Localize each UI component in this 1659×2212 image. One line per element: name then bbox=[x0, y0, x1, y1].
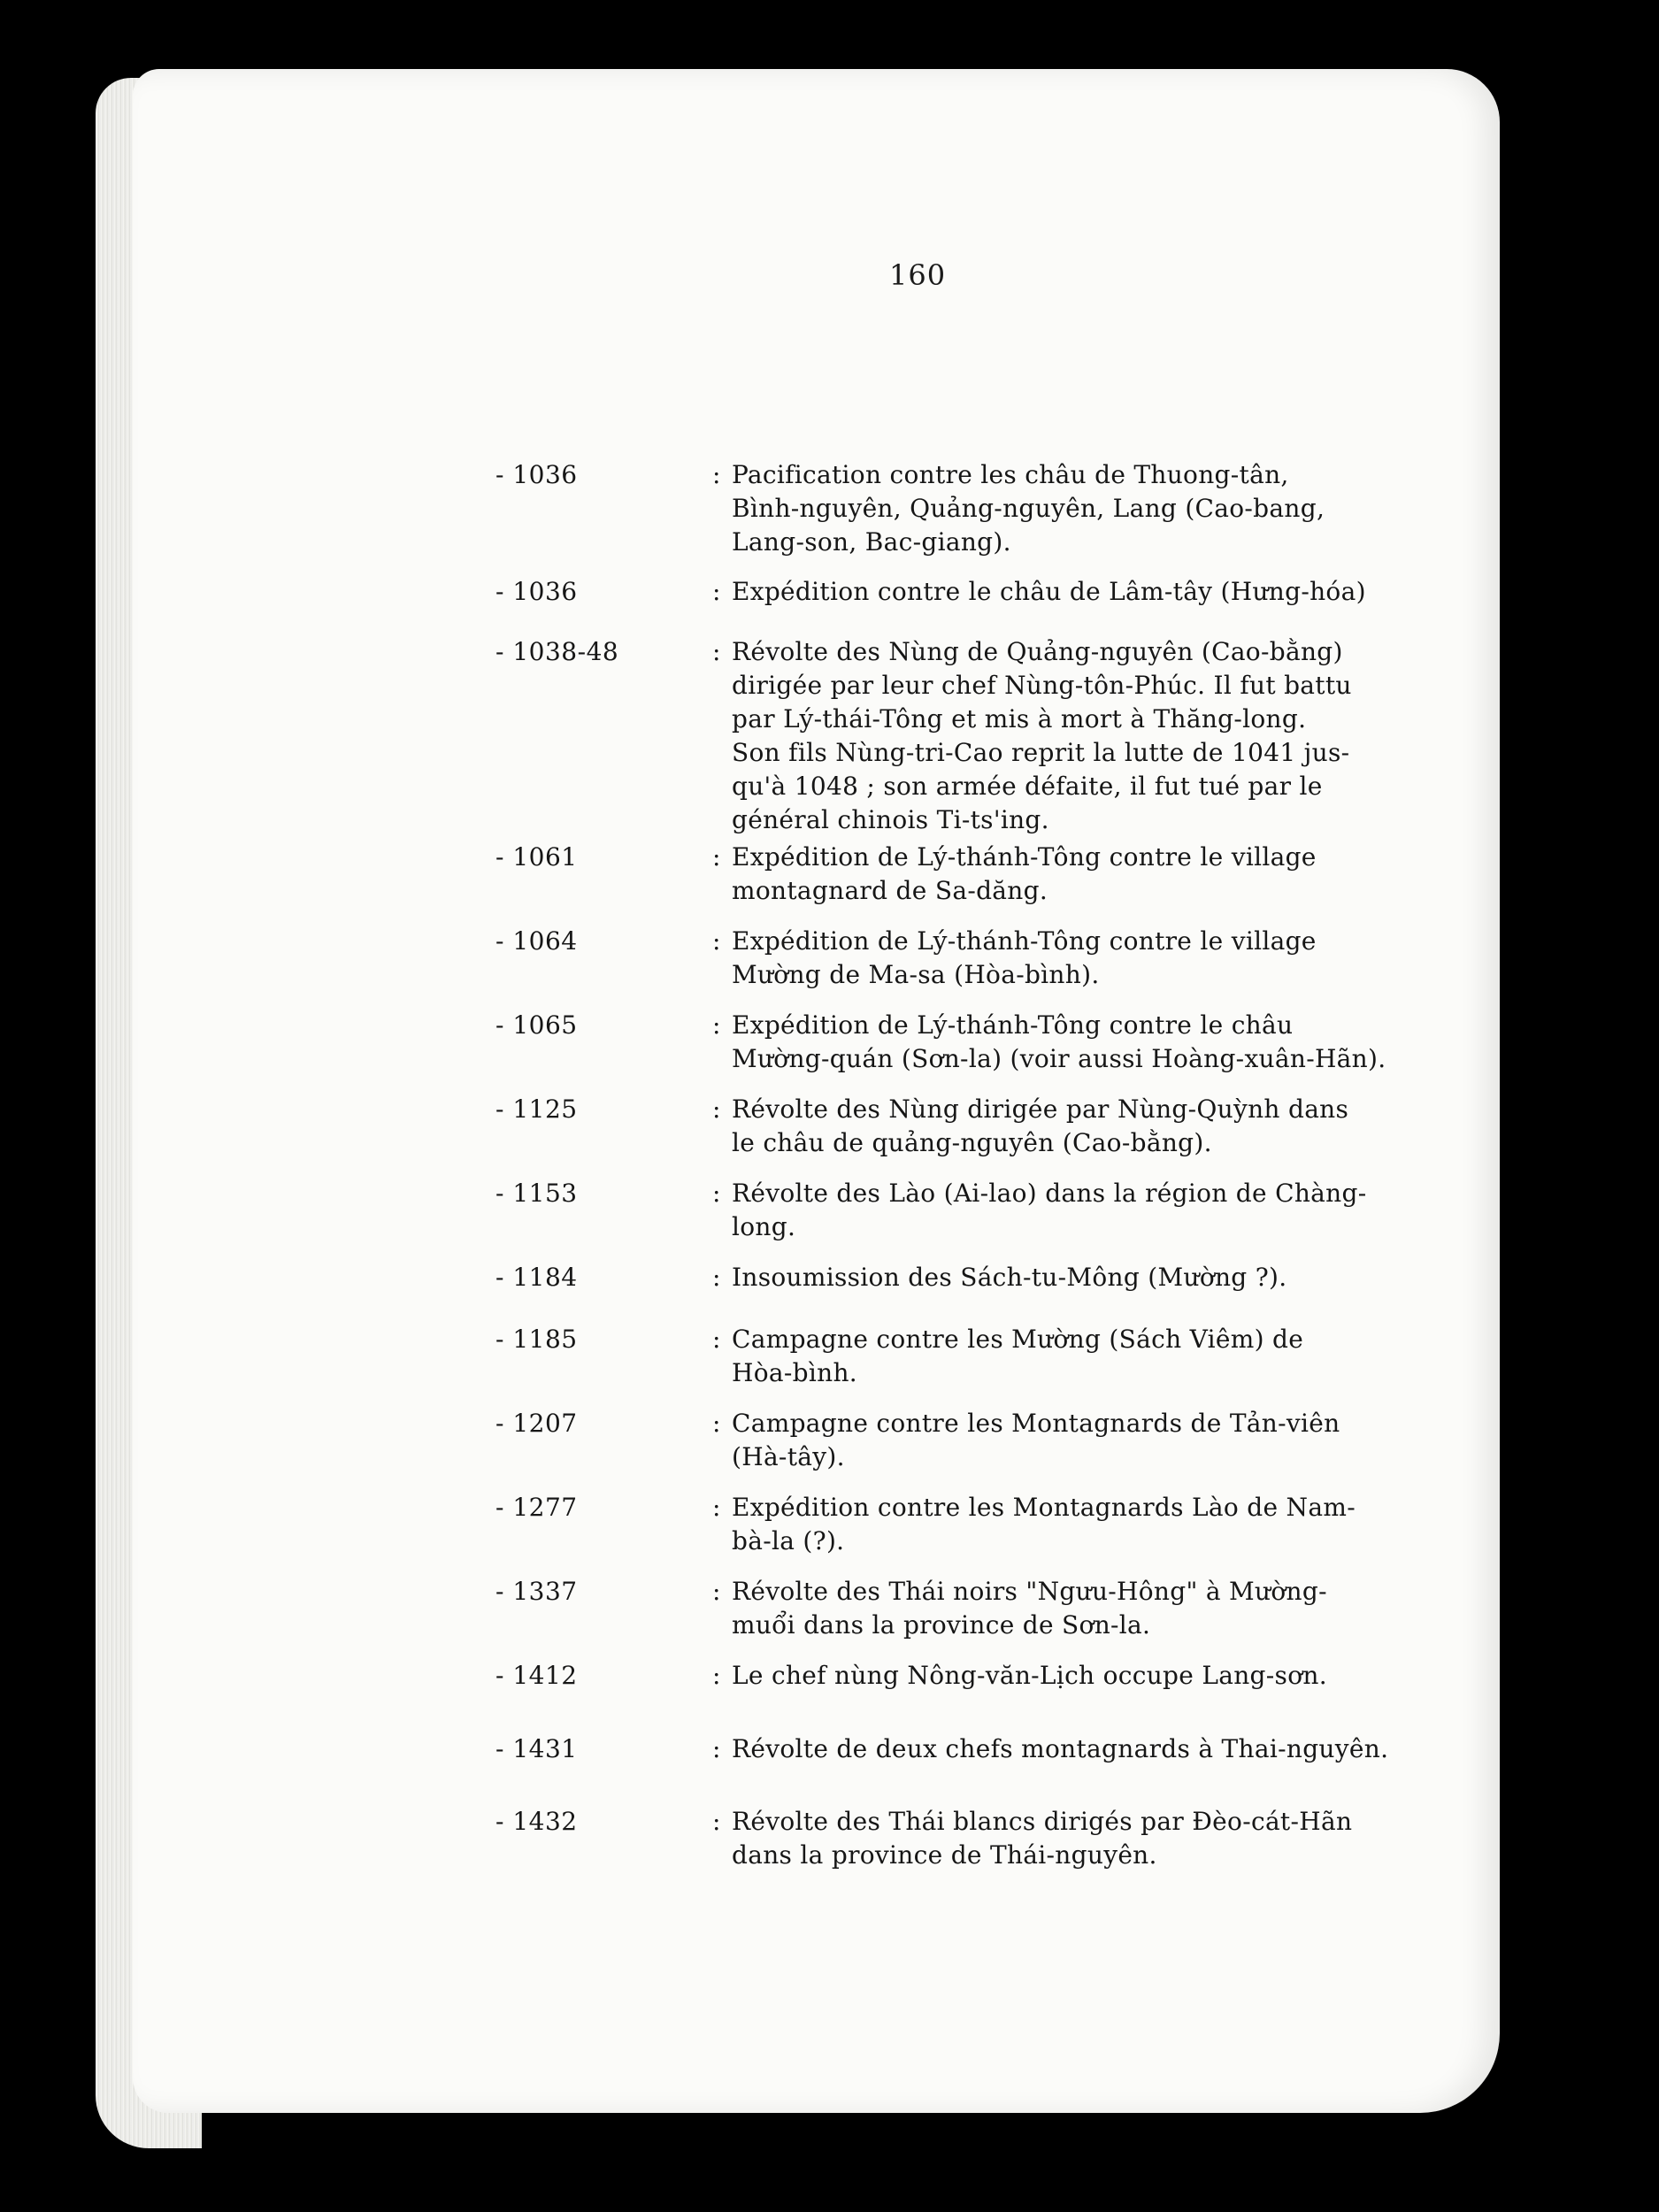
entry-year: - 1038-48 bbox=[495, 637, 619, 666]
entry-year: - 1036 bbox=[495, 460, 578, 489]
entry-separator: : bbox=[712, 926, 721, 956]
entry-text: Expédition contre les Montagnards Lào de Nam- bà-la (?). bbox=[732, 1493, 1356, 1555]
entry-separator: : bbox=[712, 1807, 721, 1836]
entry-separator: : bbox=[712, 842, 721, 872]
list-item bbox=[495, 925, 1469, 992]
list-item bbox=[495, 575, 1469, 609]
entry-separator: : bbox=[712, 577, 721, 606]
list-item bbox=[495, 1732, 1469, 1766]
entry-separator: : bbox=[712, 637, 721, 666]
list-item bbox=[495, 1323, 1469, 1390]
list-item bbox=[495, 1261, 1469, 1294]
entry-separator: : bbox=[712, 1010, 721, 1040]
entry-text: Expédition de Lý-thánh-Tông contre le village montagnard de Sa-dăng. bbox=[732, 842, 1317, 905]
entry-separator: : bbox=[712, 1577, 721, 1606]
entry-year: - 1412 bbox=[495, 1661, 578, 1690]
entry-text: Expédition de Lý-thánh-Tông contre le châu Mường-quán (Sơn-la) (voir aussi Hoàng-xuân-Hãn). bbox=[732, 1010, 1386, 1073]
list-item bbox=[495, 841, 1469, 908]
entry-separator: : bbox=[712, 1179, 721, 1208]
entry-separator: : bbox=[712, 1734, 721, 1763]
entry-separator: : bbox=[712, 1094, 721, 1124]
entry-separator: : bbox=[712, 460, 721, 489]
list-item bbox=[495, 1177, 1469, 1244]
entry-separator: : bbox=[712, 1325, 721, 1354]
list-item bbox=[495, 1009, 1469, 1076]
entry-text: Révolte des Nùng de Quảng-nguyên (Cao-bằng) dirigée par leur chef Nùng-tôn-Phúc. Il fut battu par Lý-thái-Tông et mis à mort à Thăng-long. Son fils Nùng-tri-Cao reprit la lutte de 1041 jus- qu'à 1048 ; son armée défaite, il fut tué par le général chinois Ti-ts'ing. bbox=[732, 637, 1352, 834]
entry-year: - 1065 bbox=[495, 1010, 578, 1040]
entry-year: - 1153 bbox=[495, 1179, 578, 1208]
entry-separator: : bbox=[712, 1661, 721, 1690]
entry-year: - 1337 bbox=[495, 1577, 578, 1606]
entry-text: Révolte des Nùng dirigée par Nùng-Quỳnh dans le châu de quảng-nguyên (Cao-bằng). bbox=[732, 1094, 1349, 1157]
entry-year: - 1061 bbox=[495, 842, 578, 872]
entry-year: - 1064 bbox=[495, 926, 578, 956]
entry-text: Le chef nùng Nông-văn-Lịch occupe Lang-sơn. bbox=[732, 1661, 1327, 1690]
list-item bbox=[495, 1659, 1469, 1693]
list-item bbox=[495, 458, 1469, 559]
list-item bbox=[495, 1575, 1469, 1642]
entry-text: Campagne contre les Mường (Sách Viêm) de Hòa-bình. bbox=[732, 1325, 1304, 1387]
entry-year: - 1125 bbox=[495, 1094, 578, 1124]
entry-text: Révolte de deux chefs montagnards à Thai-nguyên. bbox=[732, 1734, 1389, 1763]
entry-year: - 1431 bbox=[495, 1734, 578, 1763]
entry-text: Insoumission des Sách-tu-Mông (Mường ?). bbox=[732, 1263, 1287, 1292]
entry-year: - 1432 bbox=[495, 1807, 578, 1836]
entry-year: - 1207 bbox=[495, 1409, 578, 1438]
entry-separator: : bbox=[712, 1409, 721, 1438]
list-item bbox=[495, 1407, 1469, 1474]
list-item bbox=[495, 1093, 1469, 1160]
entry-text: Expédition contre le châu de Lâm-tây (Hưng-hóa) bbox=[732, 577, 1366, 606]
entry-separator: : bbox=[712, 1263, 721, 1292]
list-item bbox=[495, 1491, 1469, 1558]
entry-text: Révolte des Lào (Ai-lao) dans la région de Chàng- long. bbox=[732, 1179, 1367, 1241]
entry-year: - 1036 bbox=[495, 577, 578, 606]
page-number: 160 bbox=[889, 258, 947, 292]
list-item bbox=[495, 635, 1469, 837]
list-item bbox=[495, 1805, 1469, 1872]
entry-year: - 1185 bbox=[495, 1325, 578, 1354]
entry-text: Campagne contre les Montagnards de Tản-viên (Hà-tây). bbox=[732, 1409, 1340, 1471]
entry-text: Révolte des Thái noirs "Ngưu-Hông" à Mường- muổi dans la province de Sơn-la. bbox=[732, 1577, 1327, 1640]
entry-text: Révolte des Thái blancs dirigés par Đèo-cát-Hãn dans la province de Thái-nguyên. bbox=[732, 1807, 1353, 1870]
entry-text: Pacification contre les châu de Thuong-tân, Bình-nguyên, Quảng-nguyên, Lang (Cao-bang, Lang-son, Bac-giang). bbox=[732, 460, 1325, 557]
entry-year: - 1184 bbox=[495, 1263, 578, 1292]
entry-text: Expédition de Lý-thánh-Tông contre le village Mường de Ma-sa (Hòa-bình). bbox=[732, 926, 1317, 989]
entry-year: - 1277 bbox=[495, 1493, 578, 1522]
entry-separator: : bbox=[712, 1493, 721, 1522]
